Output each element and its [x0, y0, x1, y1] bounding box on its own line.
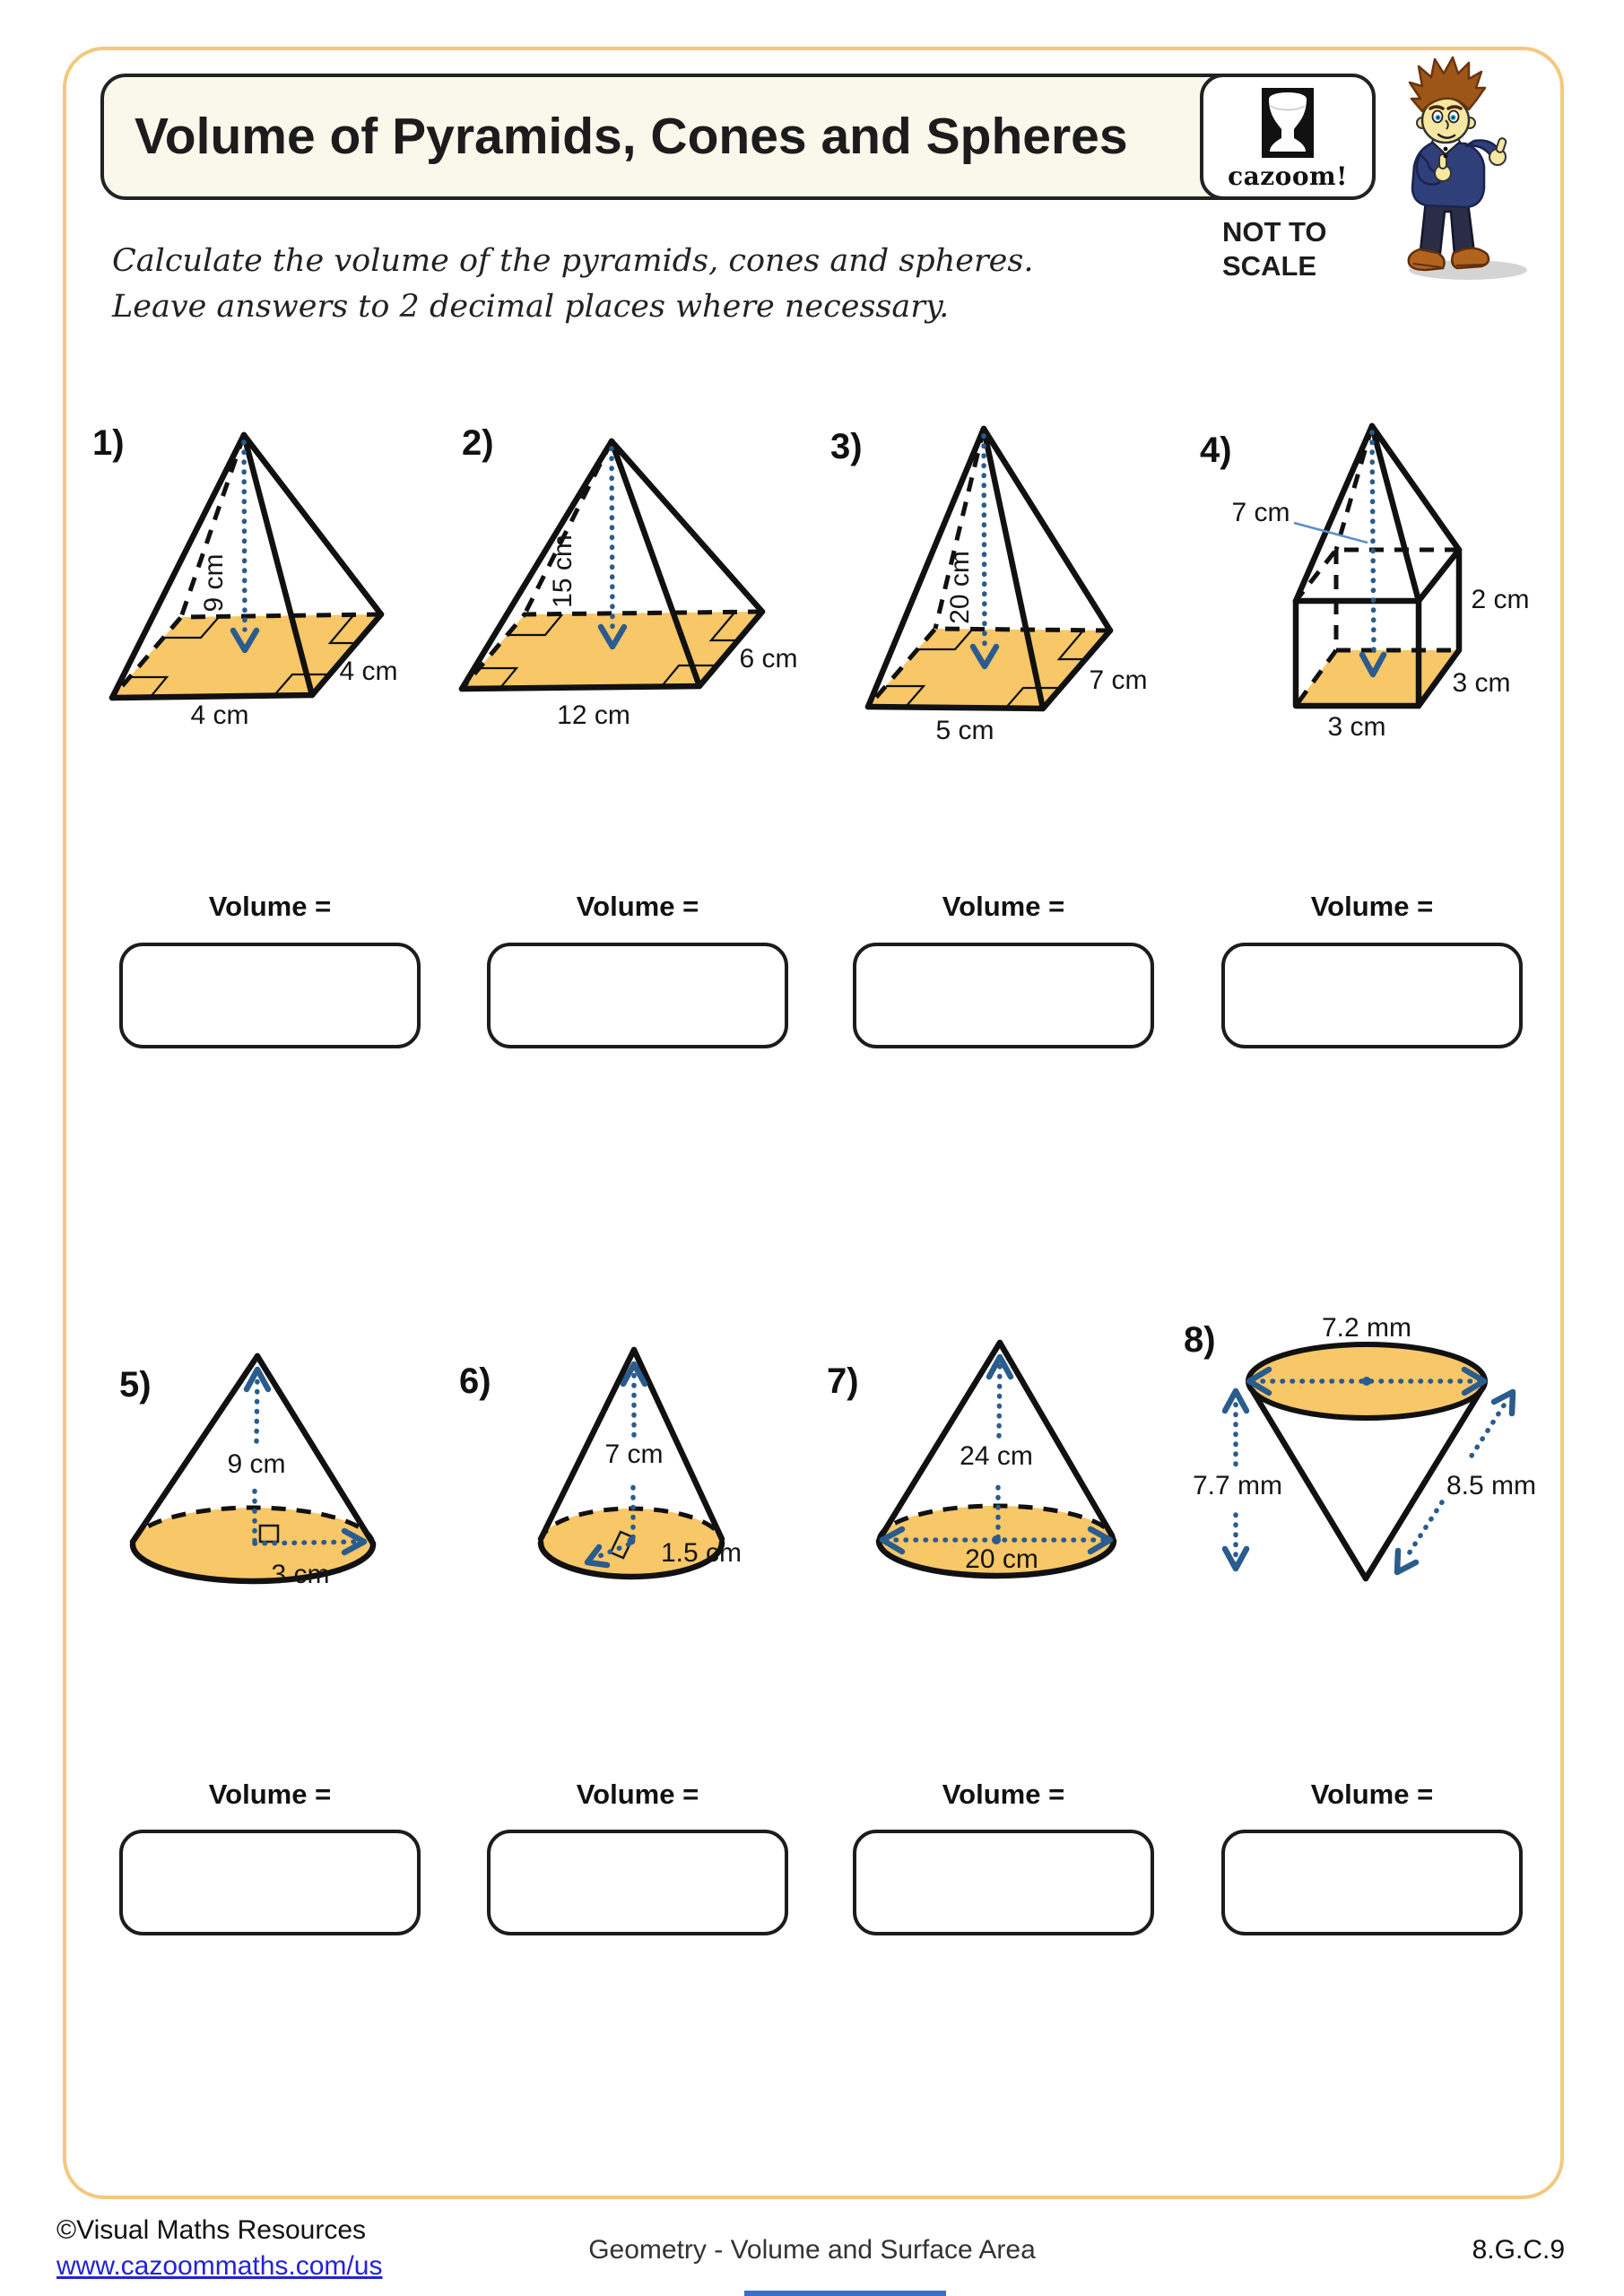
bottom-accent-bar [744, 2291, 946, 2296]
figure-5-height-label: 9 cm [227, 1449, 286, 1479]
figure-1-side-label: 4 cm [339, 657, 398, 686]
figure-1-height-label: 9 cm [199, 553, 229, 613]
figure-4-depth-label: 3 cm [1452, 668, 1511, 698]
problem-8-number: 8) [1184, 1320, 1216, 1360]
problem-6-number: 6) [459, 1361, 491, 1401]
footer-topic: Geometry - Volume and Surface Area [588, 2235, 1036, 2265]
answer-box-3[interactable] [853, 943, 1154, 1048]
figure-3-side-label: 7 cm [1089, 665, 1148, 695]
volume-label-4: Volume = [1310, 891, 1434, 922]
figure-3-rectangular-pyramid [834, 414, 1193, 764]
figure-3-height-label: 20 cm [945, 551, 975, 624]
volume-label-2: Volume = [576, 891, 699, 922]
figure-1-square-pyramid [81, 414, 421, 737]
answer-box-2[interactable] [487, 943, 788, 1048]
figure-7-cone [825, 1332, 1202, 1628]
volume-label-7: Volume = [942, 1779, 1065, 1810]
figure-2-height-label: 15 cm [548, 535, 578, 608]
figure-4-pyramid-on-cuboid [1202, 413, 1596, 771]
instructions-line2: Leave answers to 2 decimal places where necessary. [112, 289, 950, 325]
problem-4-number: 4) [1200, 430, 1232, 470]
figure-7-height-label: 24 cm [960, 1441, 1033, 1471]
figure-8-diameter-label: 7.2 mm [1321, 1313, 1412, 1343]
answer-box-7[interactable] [853, 1830, 1154, 1935]
volume-label-1: Volume = [208, 891, 332, 922]
mascot-boy-illustration [1401, 52, 1585, 292]
cazoom-drum-icon [1262, 88, 1314, 158]
figure-2-side-label: 6 cm [739, 644, 798, 674]
answer-box-6[interactable] [487, 1830, 788, 1935]
figure-4-height-label: 7 cm [1231, 498, 1290, 527]
problem-1-number: 1) [92, 423, 125, 463]
volume-label-5: Volume = [208, 1779, 332, 1810]
figure-8-height-label: 7.7 mm [1192, 1471, 1283, 1500]
answer-box-1[interactable] [119, 943, 421, 1048]
not-to-scale-line2: SCALE [1222, 250, 1317, 282]
volume-label-6: Volume = [576, 1779, 699, 1810]
figure-2-rectangular-pyramid [448, 414, 825, 755]
figure-8-slant-label: 8.5 mm [1446, 1471, 1537, 1500]
instructions-line1: Calculate the volume of the pyramids, cones and spheres. [112, 243, 1034, 279]
not-to-scale-line1: NOT TO [1222, 216, 1327, 248]
instructions [112, 239, 1033, 330]
problem-7-number: 7) [827, 1361, 859, 1401]
footer-copyright: ©Visual Maths Resources [56, 2215, 367, 2245]
figure-5-cone [81, 1332, 421, 1628]
figure-6-cone [453, 1332, 812, 1628]
volume-label-3: Volume = [942, 891, 1065, 922]
problem-3-number: 3) [830, 427, 863, 466]
figure-3-front-label: 5 cm [935, 716, 994, 745]
answer-box-8[interactable] [1221, 1830, 1523, 1935]
footer-standard-code: 8.G.C.9 [1472, 2235, 1565, 2265]
figure-5-radius-label: 3 cm [271, 1560, 330, 1589]
figure-4-prism-height-label: 2 cm [1471, 585, 1530, 614]
problem-5-number: 5) [119, 1365, 152, 1405]
volume-label-8: Volume = [1310, 1779, 1434, 1810]
answer-box-5[interactable] [119, 1830, 421, 1935]
figure-6-height-label: 7 cm [604, 1439, 664, 1469]
figure-8-inverted-cone [1188, 1296, 1583, 1673]
figure-2-front-label: 12 cm [557, 700, 630, 730]
not-to-scale-note [1222, 215, 1327, 283]
footer-website-link[interactable]: www.cazoommaths.com/us [56, 2251, 383, 2281]
figure-7-diameter-label: 20 cm [965, 1544, 1038, 1574]
figure-1-front-label: 4 cm [190, 700, 249, 730]
figure-4-front-label: 3 cm [1327, 712, 1386, 742]
page-title: Volume of Pyramids, Cones and Spheres [135, 108, 1128, 165]
figure-6-radius-label: 1.5 cm [661, 1538, 743, 1568]
problem-2-number: 2) [462, 423, 494, 463]
answer-box-4[interactable] [1221, 943, 1523, 1048]
cazoom-logo-text: cazoom! [1228, 161, 1348, 191]
